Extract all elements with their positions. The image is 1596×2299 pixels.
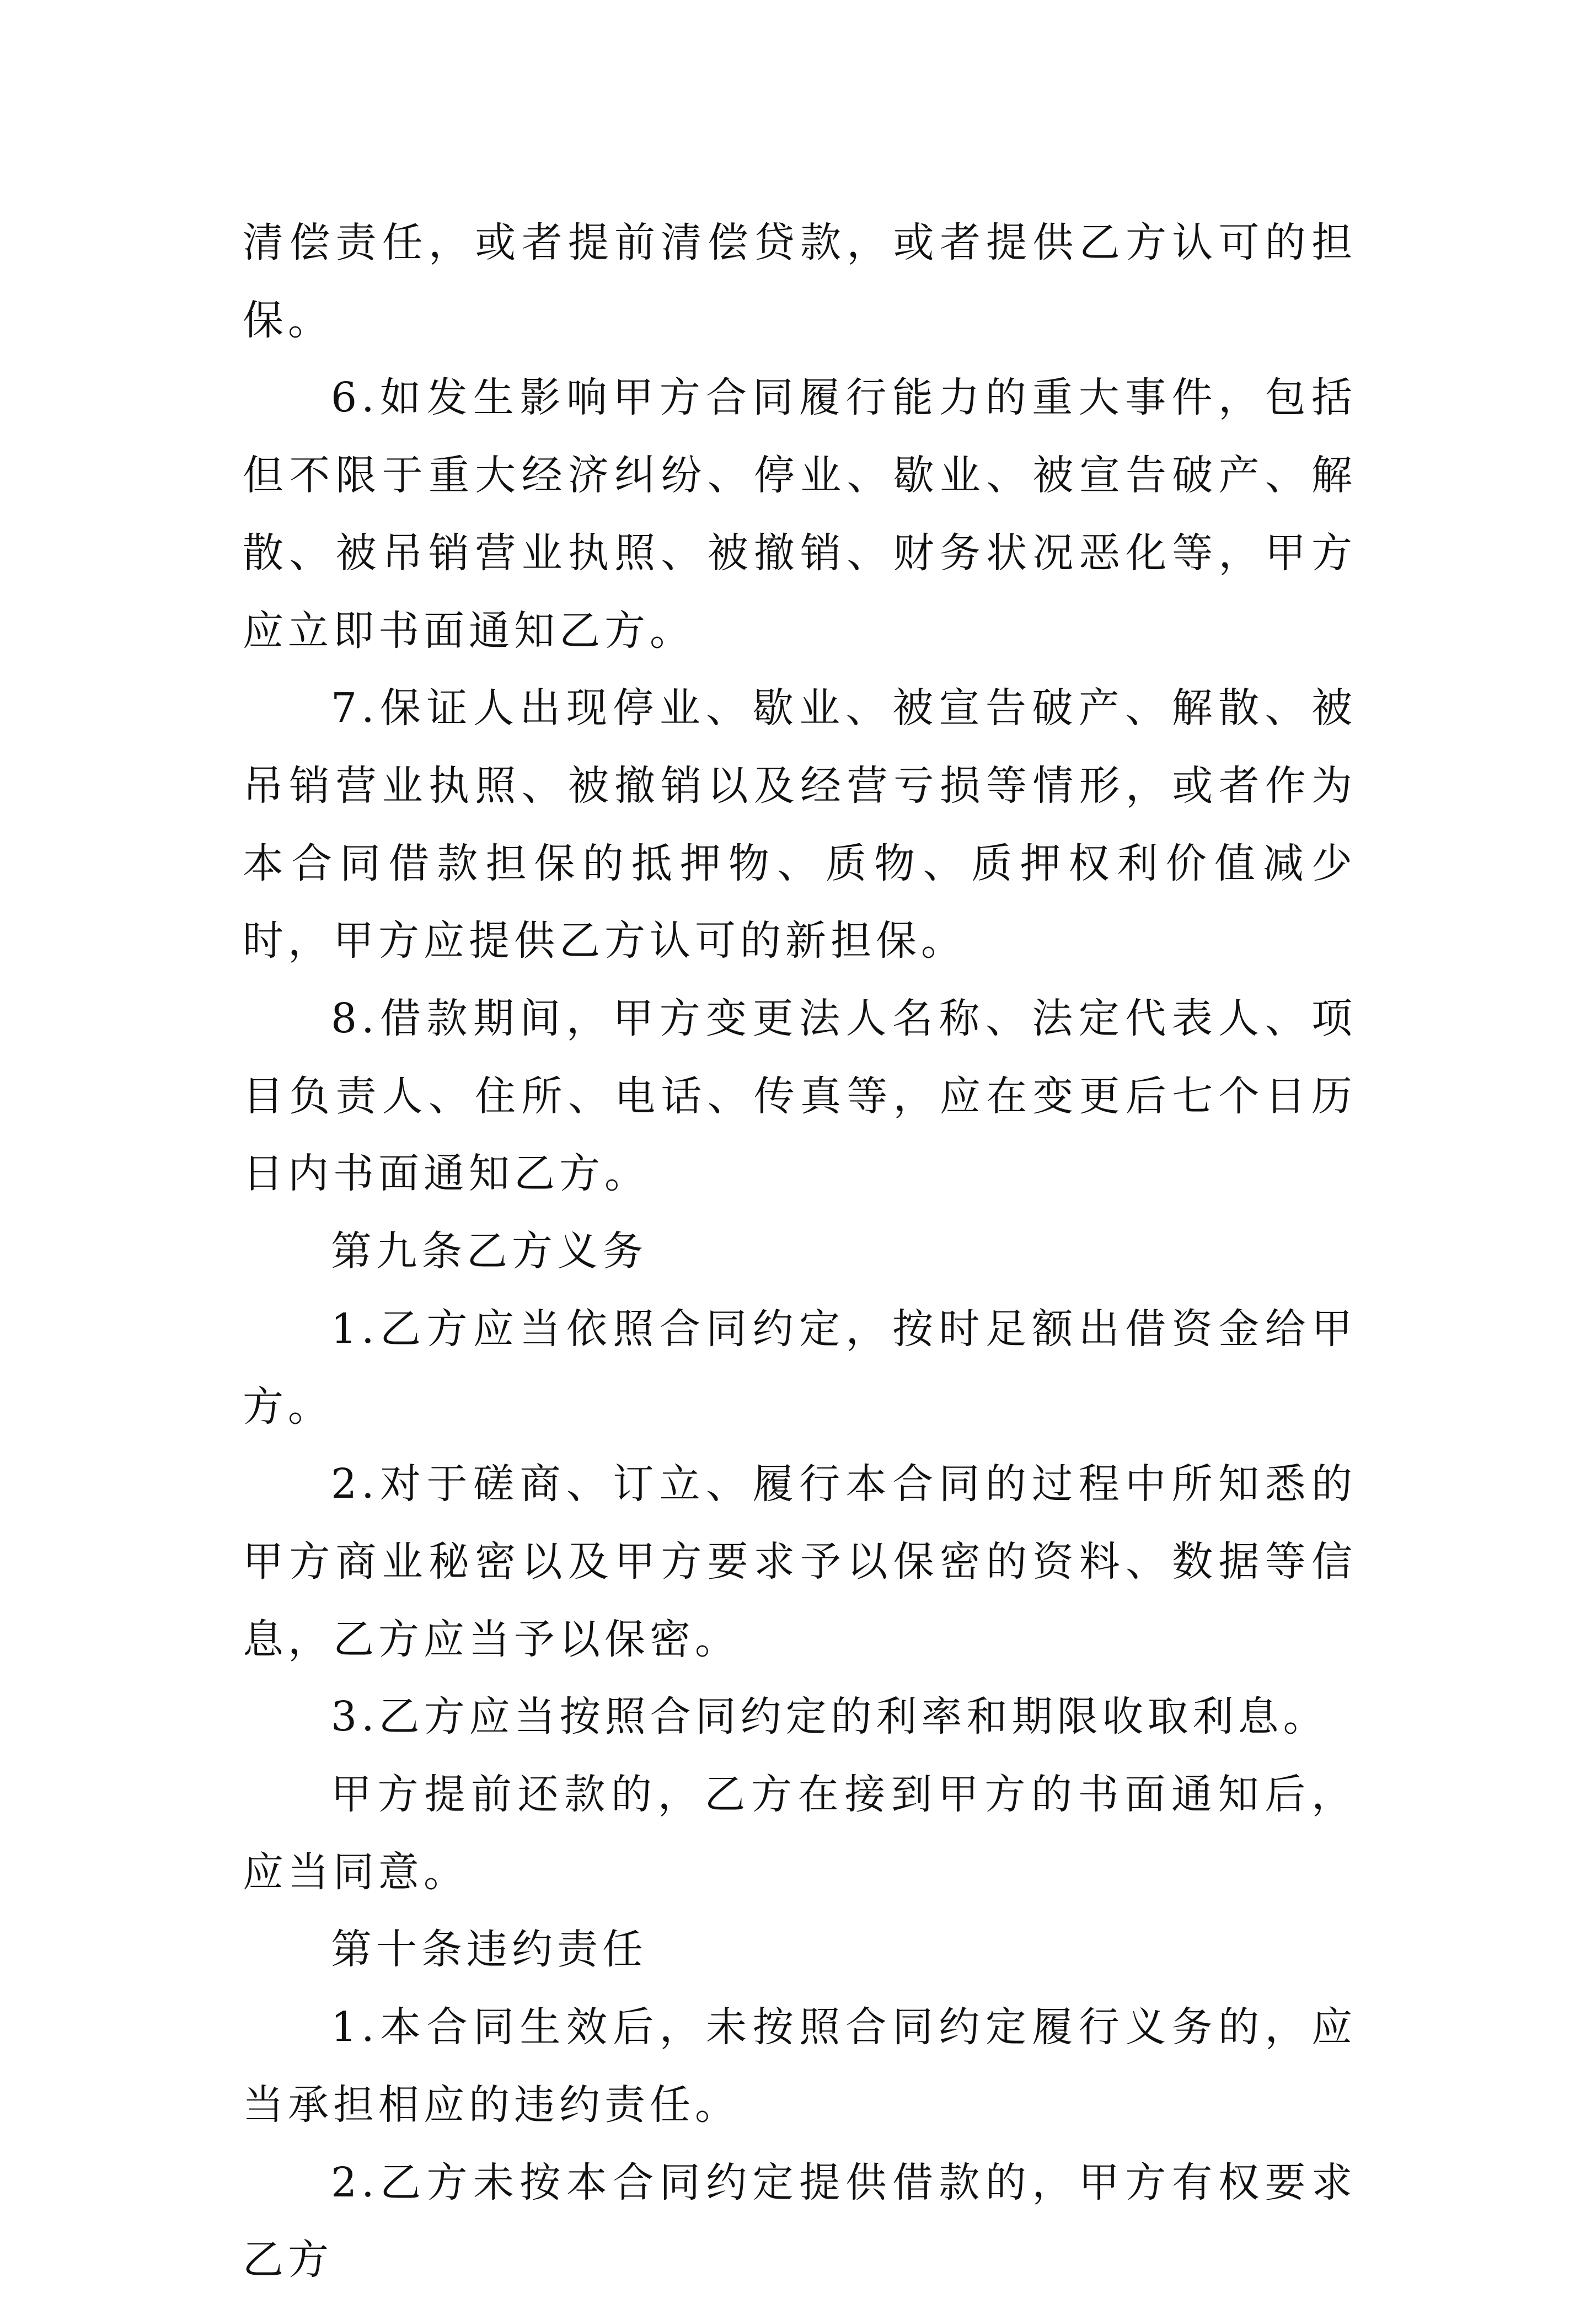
paragraph-item-7: 7.保证人出现停业、歇业、被宣告破产、解散、被吊销营业执照、被撤销以及经营亏损等情形，或者作为本合同借款担保的抵押物、质物、质押权利价值减少时，甲方应提供乙方认可的新担保。 (243, 684, 1357, 965)
section-heading-article-9: 第九条乙方义务 (331, 1228, 647, 1276)
document-body (243, 204, 1357, 2299)
paragraph-article-10-item-2: 2.乙方未按本合同约定提供借款的，甲方有权要求乙方 (243, 2158, 1357, 2284)
paragraph-article-10-item-1: 1.本合同生效后，未按照合同约定履行义务的，应当承担相应的违约责任。 (243, 2003, 1357, 2129)
paragraph-item-6: 6.如发生影响甲方合同履行能力的重大事件，包括但不限于重大经济纠纷、停业、歇业、被宣告破产、解散、被吊销营业执照、被撤销、财务状况恶化等，甲方应立即书面通知乙方。 (243, 374, 1357, 655)
paragraph-item-8: 8.借款期间，甲方变更法人名称、法定代表人、项目负责人、住所、电话、传真等，应在变更后七个日历日内书面通知乙方。 (243, 995, 1357, 1198)
paragraph-1: 清偿责任，或者提前清偿贷款，或者提供乙方认可的担保。 (243, 219, 1357, 344)
section-heading-article-10: 第十条违约责任 (331, 1926, 647, 1974)
paragraph-article-9-item-2: 2.对于磋商、订立、履行本合同的过程中所知悉的甲方商业秘密以及甲方要求予以保密的资料、数据等信息，乙方应当予以保密。 (243, 1460, 1357, 1663)
paragraph-article-9-item-1: 1.乙方应当依照合同约定，按时足额出借资金给甲方。 (243, 1305, 1357, 1430)
paragraph-article-9-item-3: 3.乙方应当按照合同约定的利率和期限收取利息。 (331, 1693, 1329, 1741)
paragraph-early-repayment: 甲方提前还款的，乙方在接到甲方的书面通知后，应当同意。 (243, 1771, 1357, 1896)
